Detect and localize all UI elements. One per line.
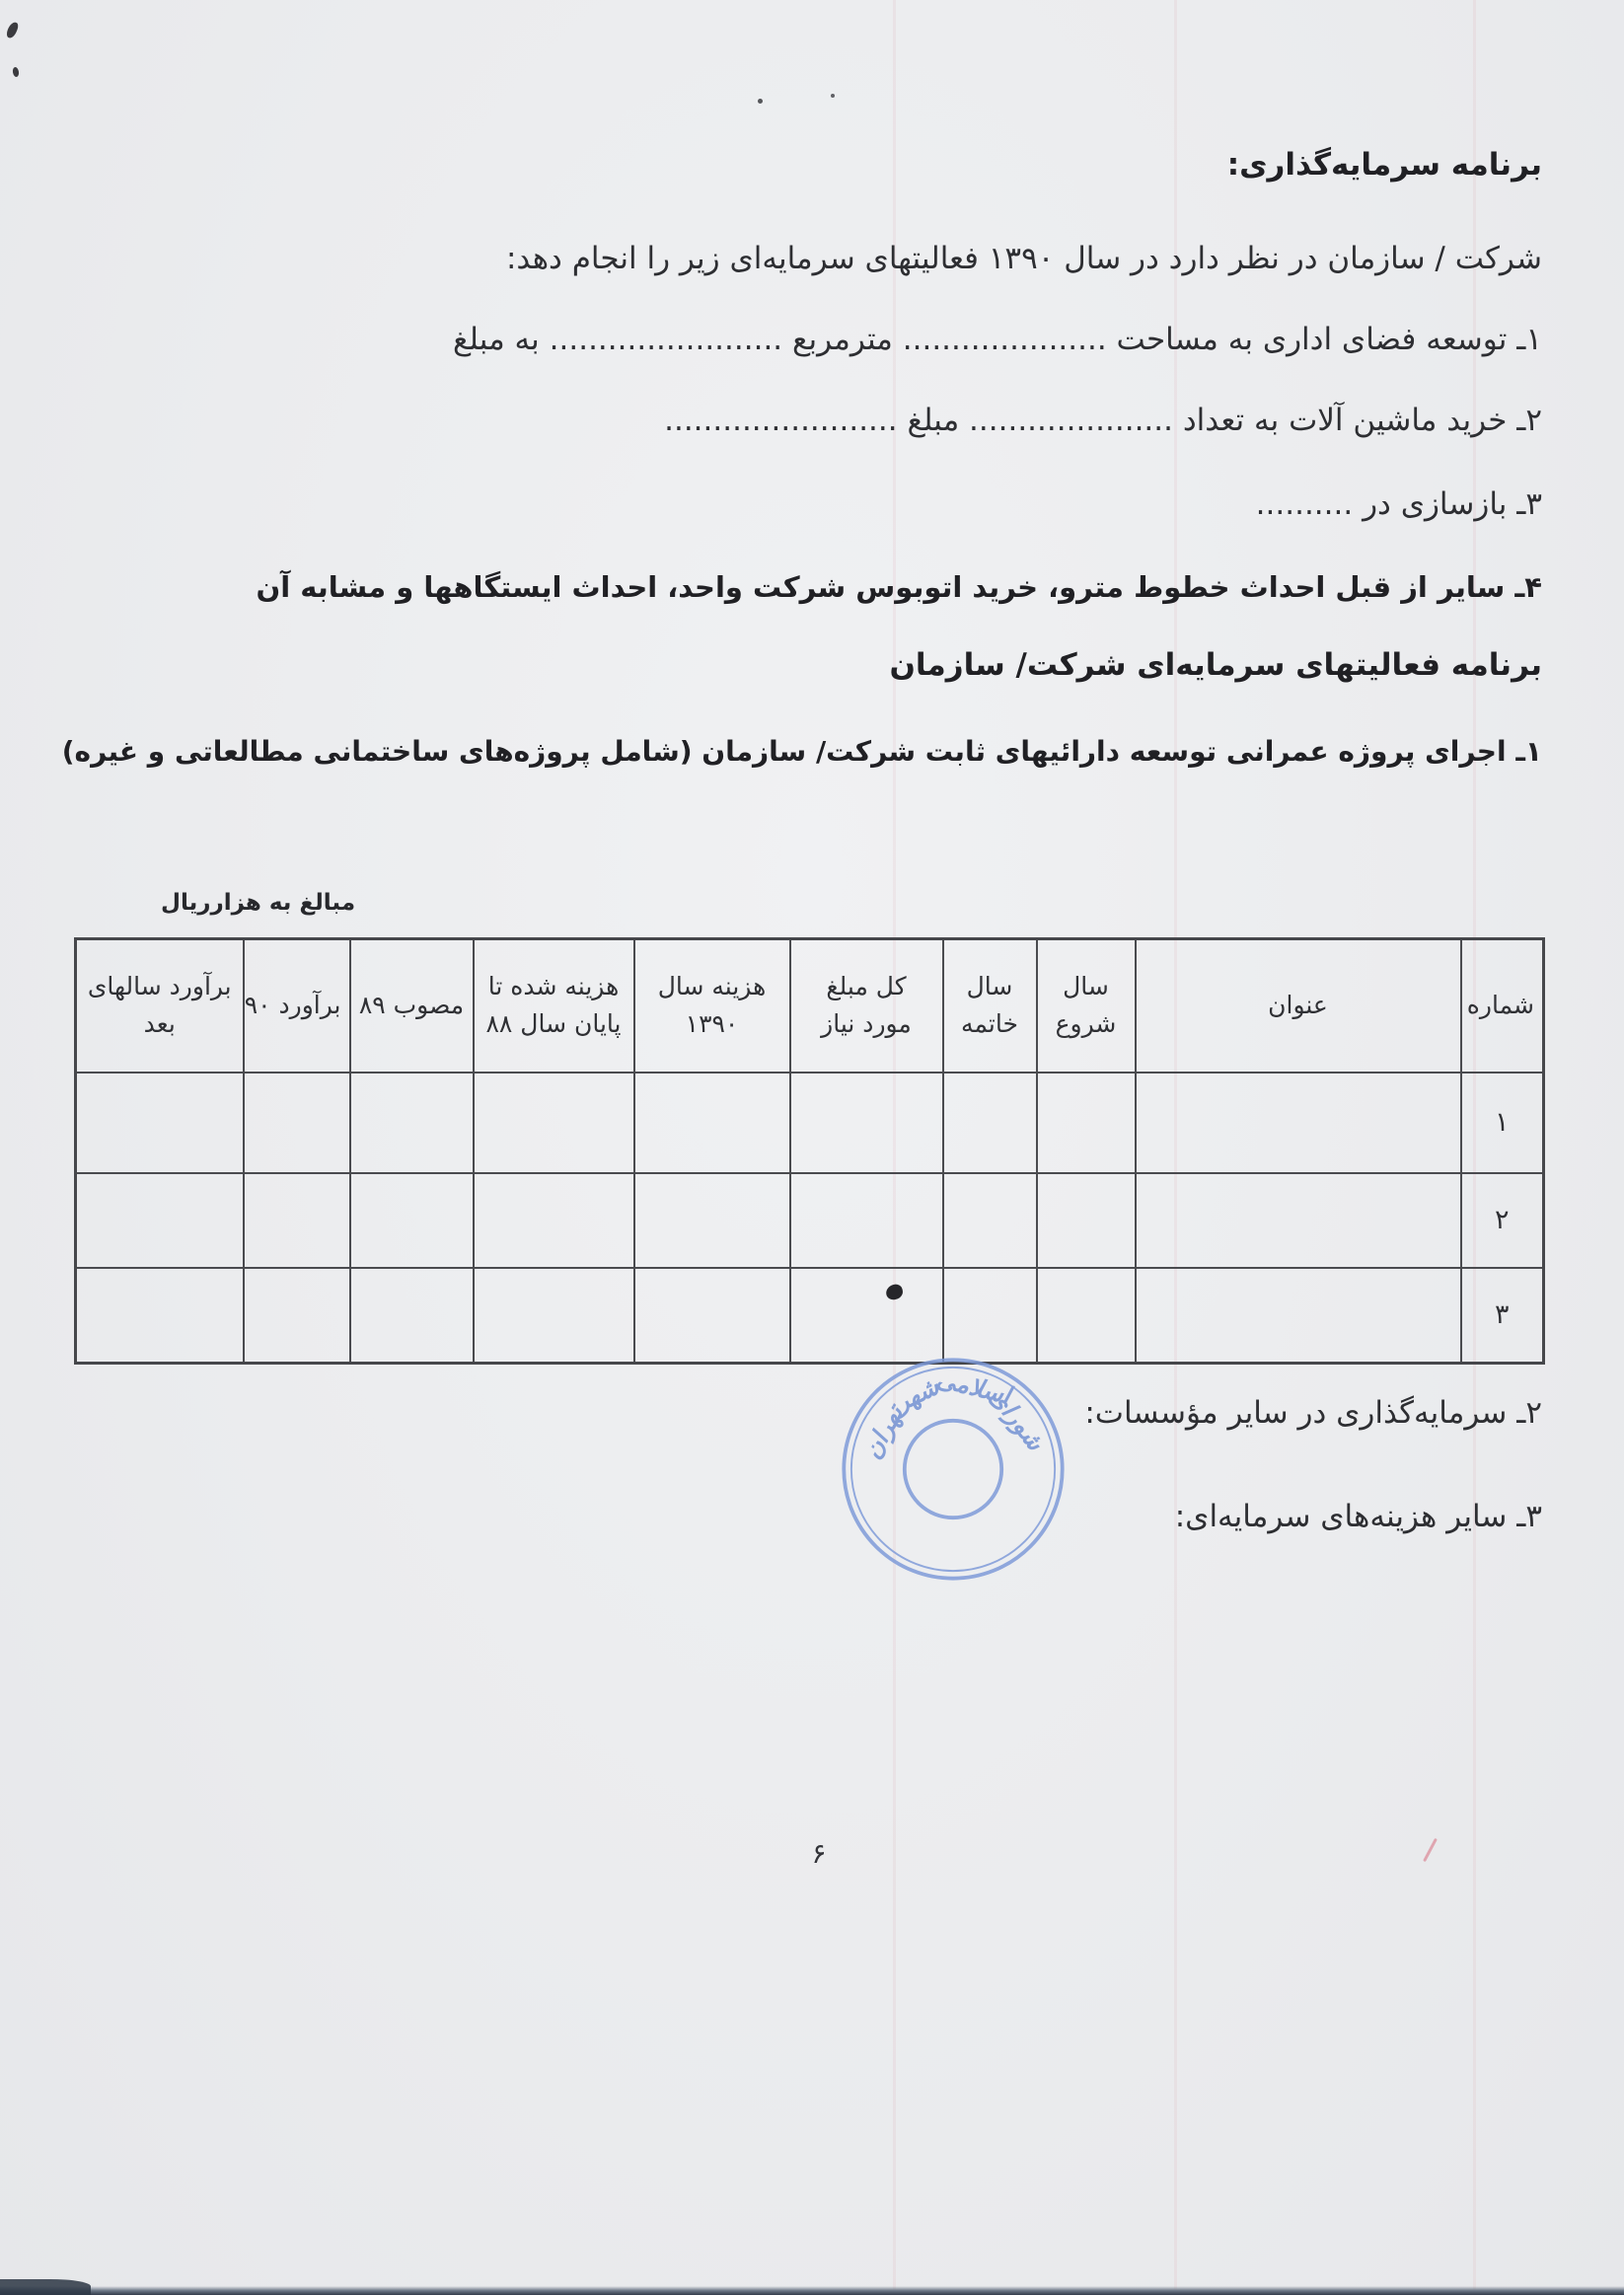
empty-cell	[790, 1173, 943, 1268]
stamp-word: تهران	[856, 1400, 910, 1464]
projects-table	[74, 937, 1545, 1365]
empty-cell	[474, 1073, 634, 1173]
empty-cell	[634, 1073, 790, 1173]
empty-cell	[76, 1173, 244, 1268]
page-number: ۶	[811, 1837, 827, 1870]
empty-cell	[76, 1073, 244, 1173]
row-number-cell: ۲	[1461, 1173, 1544, 1268]
header-estimate-90: برآورد ۹۰	[244, 939, 350, 1073]
after-table-item-3: ۳ـ سایر هزینه‌های سرمایه‌ای:	[1174, 1499, 1542, 1534]
council-stamp	[832, 1348, 1074, 1591]
table-row	[76, 1073, 1544, 1173]
section-item-projects: ۱ـ اجرای پروژه عمرانی توسعه دارائیهای ثابت شرکت/ سازمان (شامل پروژه‌های ساختمانی مطالعاتی و غیره)	[61, 735, 1542, 768]
pen-mark	[1423, 1838, 1438, 1862]
empty-cell	[350, 1173, 474, 1268]
header-cost-1390: هزینه سال ۱۳۹۰	[634, 939, 790, 1073]
empty-cell	[634, 1268, 790, 1364]
scan-smudge	[5, 21, 20, 39]
scan-smudge	[12, 67, 20, 78]
activity-item-3: ۳ـ بازسازی در ..........	[1255, 486, 1542, 522]
empty-cell	[943, 1073, 1037, 1173]
section-heading: برنامه فعالیتهای سرمایه‌ای شرکت/ سازمان	[889, 647, 1542, 683]
empty-cell	[76, 1268, 244, 1364]
empty-cell	[1037, 1073, 1136, 1173]
activity-item-1: ۱ـ توسعه فضای اداری به مساحت ..................... مترمربع ........................ به مبلغ	[452, 322, 1542, 357]
stamp-inner-ring	[851, 1368, 1055, 1571]
empty-cell	[790, 1073, 943, 1173]
empty-cell	[634, 1173, 790, 1268]
empty-cell	[244, 1073, 350, 1173]
stamp-word: اسلامی	[933, 1364, 1014, 1410]
page-title: برنامه سرمایه‌گذاری:	[1226, 147, 1542, 183]
header-start-year: سال شروع	[1037, 939, 1136, 1073]
empty-cell	[1037, 1173, 1136, 1268]
empty-cell	[350, 1073, 474, 1173]
stamp-word: شهر	[890, 1371, 943, 1418]
header-title: عنوان	[1136, 939, 1461, 1073]
scan-smudge	[758, 99, 763, 104]
header-approved-89: مصوب ۸۹	[350, 939, 474, 1073]
header-number: شماره	[1461, 939, 1544, 1073]
empty-cell	[943, 1173, 1037, 1268]
row-number-cell: ۳	[1461, 1268, 1544, 1364]
empty-cell	[244, 1268, 350, 1364]
header-estimate-later-years: برآورد سالهای بعد	[76, 939, 244, 1073]
table-row	[76, 1173, 1544, 1268]
stamp-center-circle	[905, 1421, 1001, 1518]
projects-table-wrapper	[74, 937, 1542, 1365]
header-total-amount: کل مبلغ مورد نیاز	[790, 939, 943, 1073]
empty-cell	[474, 1268, 634, 1364]
scan-smudge	[831, 94, 835, 98]
header-spent-until-88: هزینه شده تا پایان سال ۸۸	[474, 939, 634, 1073]
empty-cell	[1136, 1173, 1461, 1268]
activity-item-4: ۴ـ سایر از قبل احداث خطوط مترو، خرید اتوبوس شرکت واحد، احداث ایستگاهها و مشابه آن	[256, 570, 1542, 604]
empty-cell	[350, 1268, 474, 1364]
table-row	[76, 1268, 1544, 1364]
table-header-row	[76, 939, 1544, 1073]
after-table-item-2: ۲ـ سرمایه‌گذاری در سایر مؤسسات:	[1084, 1395, 1542, 1431]
empty-cell	[1136, 1268, 1461, 1364]
header-end-year: سال خاتمه	[943, 939, 1037, 1073]
amounts-unit-note: مبالغ به هزارریال	[161, 890, 356, 916]
stamp-word: شورای	[984, 1382, 1051, 1456]
row-number-cell: ۱	[1461, 1073, 1544, 1173]
empty-cell	[474, 1173, 634, 1268]
scan-corner-smudge	[0, 2279, 91, 2295]
activity-item-2: ۲ـ خرید ماشین آلات به تعداد ..................... مبلغ ........................	[664, 403, 1542, 438]
empty-cell	[244, 1173, 350, 1268]
intro-paragraph: شرکت / سازمان در نظر دارد در سال ۱۳۹۰ فعالیتهای سرمایه‌ای زیر را انجام دهد:	[505, 241, 1542, 276]
empty-cell	[1136, 1073, 1461, 1173]
scan-bottom-edge	[0, 2286, 1624, 2295]
